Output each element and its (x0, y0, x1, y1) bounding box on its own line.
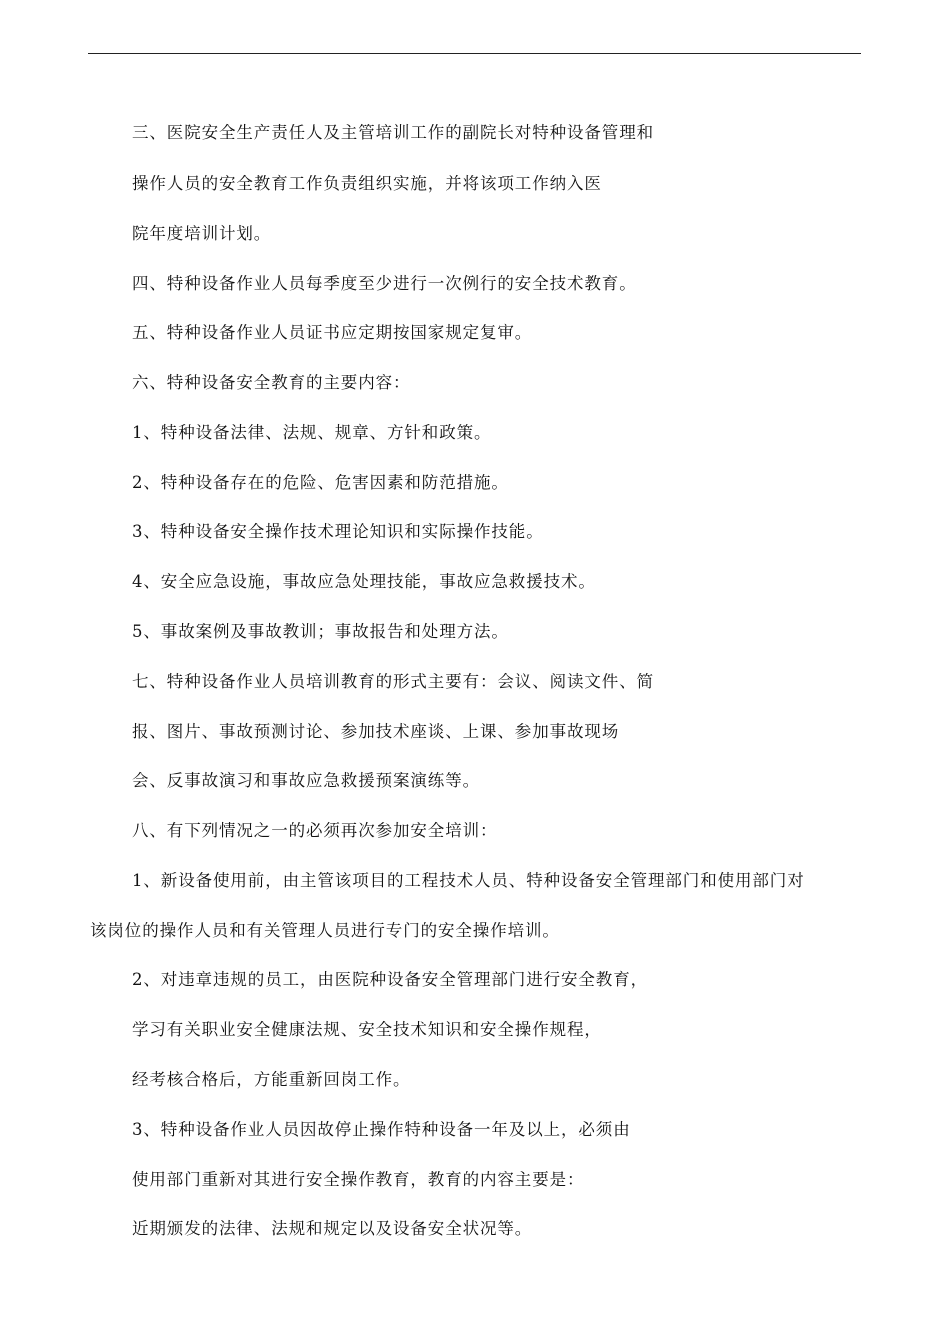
text-line: 四、特种设备作业人员每季度至少进行一次例行的安全技术教育。 (132, 274, 637, 293)
text-line: 2、对违章违规的员工，由医院种设备安全管理部门进行安全教育， (132, 970, 648, 989)
text-line: 3、特种设备作业人员因故停止操作特种设备一年及以上，必须由 (132, 1120, 631, 1139)
text-line: 经考核合格后，方能重新回岗工作。 (132, 1070, 411, 1089)
text-line: 4、安全应急设施，事故应急处理技能，事故应急救援技术。 (132, 572, 596, 591)
text-line: 2、特种设备存在的危险、危害因素和防范措施。 (132, 473, 509, 492)
text-line: 学习有关职业安全健康法规、安全技术知识和安全操作规程， (132, 1020, 602, 1039)
text-line: 八、有下列情况之一的必须再次参加安全培训： (132, 821, 498, 840)
text-line: 近期颁发的法律、法规和规定以及设备安全状况等。 (132, 1219, 533, 1238)
text-line: 1、特种设备法律、法规、规章、方针和政策。 (132, 423, 492, 442)
text-line: 5、事故案例及事故教训；事故报告和处理方法。 (132, 622, 509, 641)
text-line: 院年度培训计划。 (132, 224, 272, 243)
text-line: 3、特种设备安全操作技术理论知识和实际操作技能。 (132, 522, 544, 541)
text-line: 1、新设备使用前，由主管该项目的工程技术人员、特种设备安全管理部门和使用部门对 (132, 871, 805, 890)
header-rule (88, 53, 861, 54)
text-line: 三、医院安全生产责任人及主管培训工作的副院长对特种设备管理和 (132, 123, 654, 142)
text-line: 该岗位的操作人员和有关管理人员进行专门的安全操作培训。 (90, 921, 560, 940)
text-line: 操作人员的安全教育工作负责组织实施，并将该项工作纳入医 (132, 174, 602, 193)
text-line: 会、反事故演习和事故应急救援预案演练等。 (132, 771, 480, 790)
text-line: 六、特种设备安全教育的主要内容： (132, 373, 411, 392)
text-line: 使用部门重新对其进行安全操作教育，教育的内容主要是： (132, 1170, 585, 1189)
text-line: 报、图片、事故预测讨论、参加技术座谈、上课、参加事故现场 (132, 722, 620, 741)
text-line: 五、特种设备作业人员证书应定期按国家规定复审。 (132, 323, 533, 342)
text-line: 七、特种设备作业人员培训教育的形式主要有：会议、阅读文件、简 (132, 672, 654, 691)
